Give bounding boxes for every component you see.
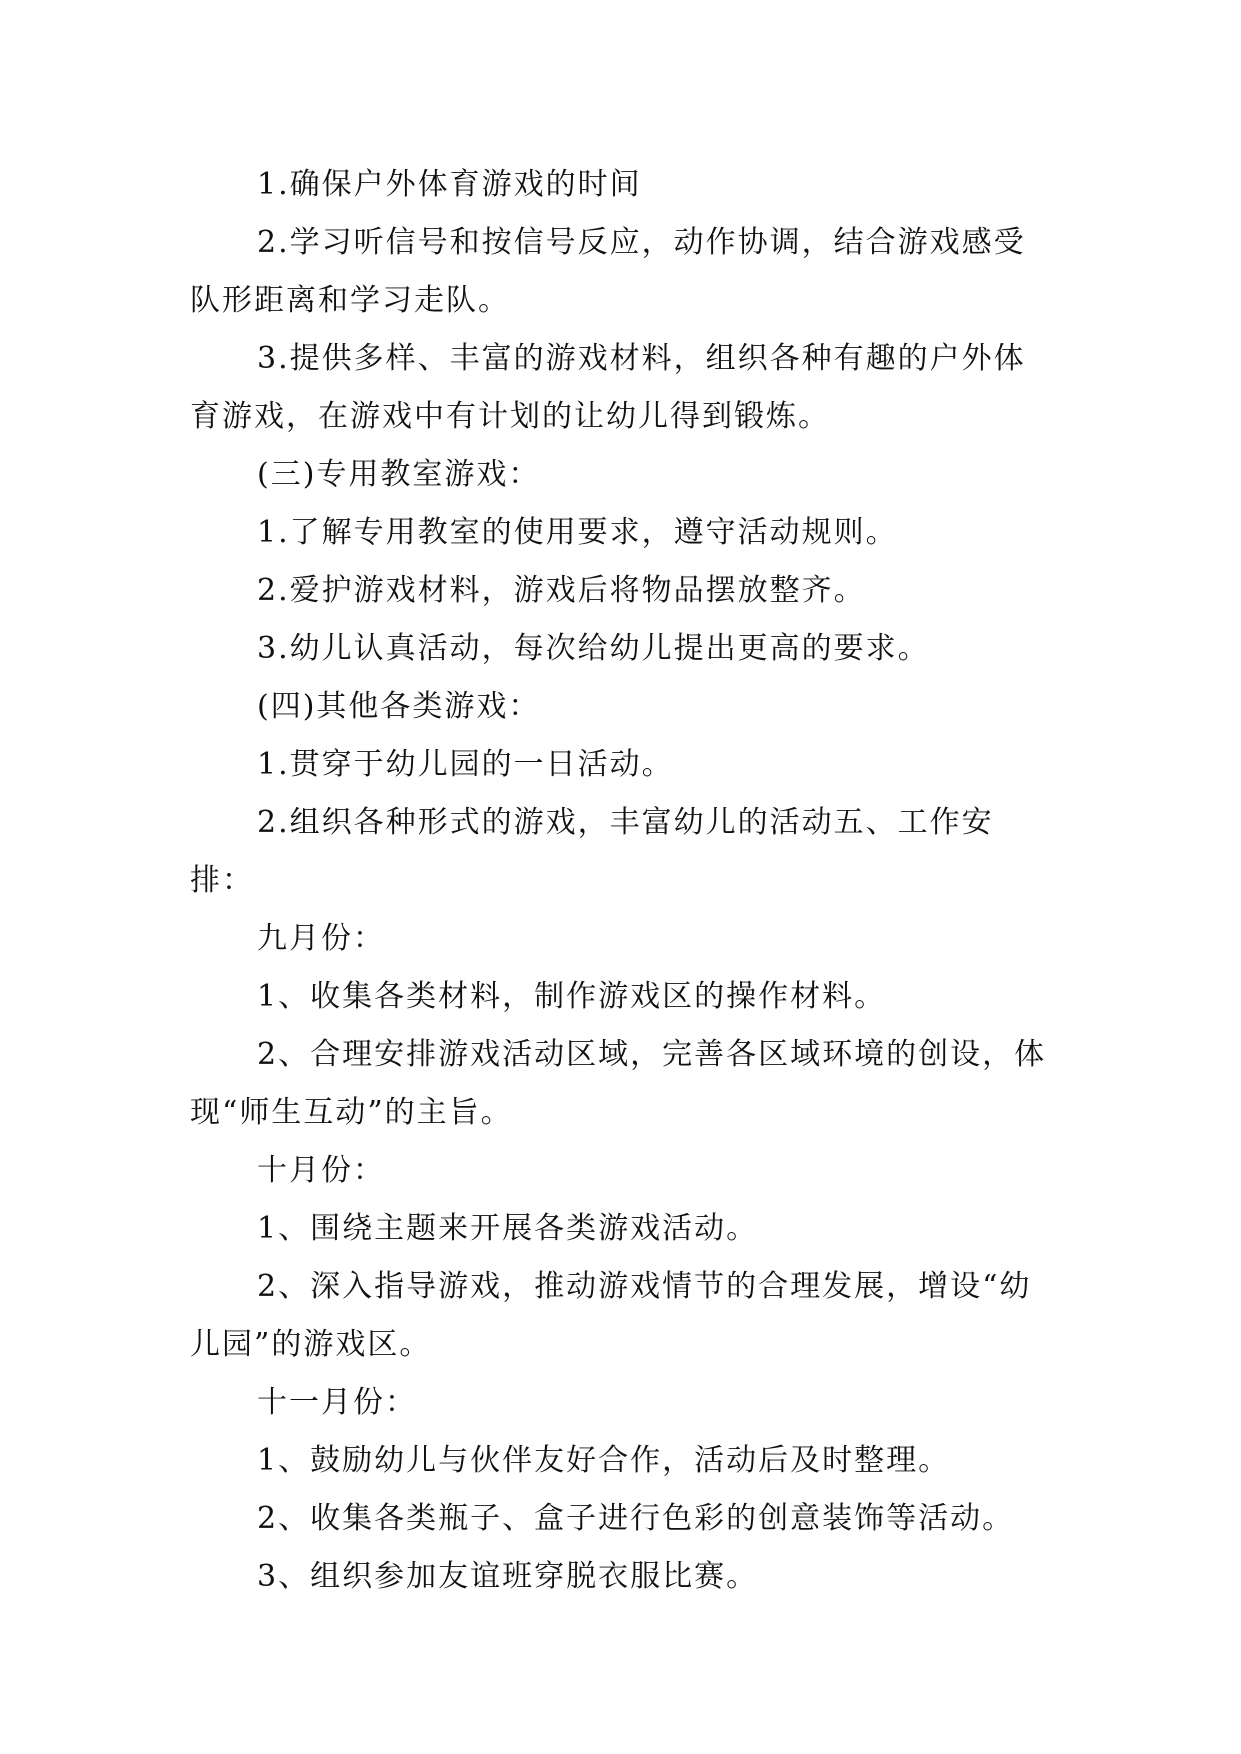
paragraph: 1.了解专用教室的使用要求，遵守活动规则。 [257, 515, 898, 550]
paragraph: 2、收集各类瓶子、盒子进行色彩的创意装饰等活动。 [257, 1501, 1015, 1536]
paragraph: 2、合理安排游戏活动区域，完善各区域环境的创设，体现“师生互动”的主旨。 [190, 1037, 1047, 1130]
paragraph: 1、围绕主题来开展各类游戏活动。 [257, 1211, 759, 1246]
document-body [190, 156, 1055, 1606]
paragraph: 1.贯穿于幼儿园的一日活动。 [257, 747, 674, 782]
month-heading: 十一月份： [257, 1385, 417, 1420]
paragraph: 1、鼓励幼儿与伙伴友好合作，活动后及时整理。 [257, 1443, 951, 1478]
month-heading: 十月份： [257, 1153, 385, 1188]
paragraph: 3.提供多样、丰富的游戏材料，组织各种有趣的户外体育游戏，在游戏中有计划的让幼儿得到锻炼。 [190, 341, 1026, 434]
paragraph: 1.确保户外体育游戏的时间 [257, 167, 642, 202]
paragraph: 2.学习听信号和按信号反应，动作协调，结合游戏感受队形距离和学习走队。 [190, 225, 1026, 318]
paragraph: 1、收集各类材料，制作游戏区的操作材料。 [257, 979, 887, 1014]
paragraph: 3.幼儿认真活动，每次给幼儿提出更高的要求。 [257, 631, 930, 666]
section-heading: (四)其他各类游戏： [257, 689, 541, 724]
month-heading: 九月份： [257, 921, 385, 956]
paragraph: 3、组织参加友谊班穿脱衣服比赛。 [257, 1559, 759, 1594]
paragraph: 2、深入指导游戏，推动游戏情节的合理发展，增设“幼儿园”的游戏区。 [190, 1269, 1032, 1362]
paragraph: 2.组织各种形式的游戏，丰富幼儿的活动五、工作安排： [190, 805, 994, 898]
paragraph: 2.爱护游戏材料，游戏后将物品摆放整齐。 [257, 573, 866, 608]
section-heading: (三)专用教室游戏： [257, 457, 541, 492]
